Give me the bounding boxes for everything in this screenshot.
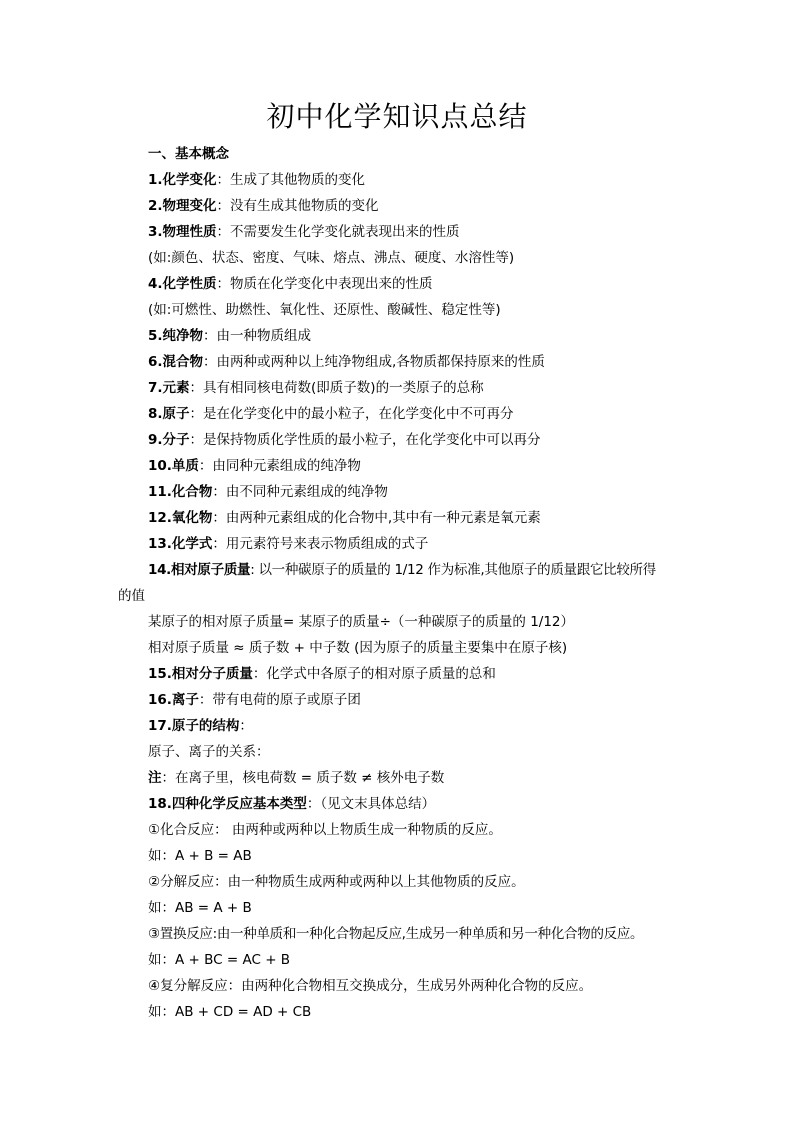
term-definition: : 以一种碳原子的质量的 1/12 作为标准,其他原子的质量跟它比较所得 <box>250 562 656 578</box>
term-definition: ：由两种或两种以上纯净物组成,各物质都保持原来的性质 <box>203 354 545 370</box>
text-line: 原子、离子的关系： <box>148 744 270 760</box>
term-label: 16.离子 <box>148 692 199 708</box>
text-line: 的值 <box>118 588 145 604</box>
term-definition: ：化学式中各原子的相对原子质量的总和 <box>252 666 496 682</box>
text-line: 如：A + B = AB <box>148 848 252 864</box>
text-line: (如:颜色、状态、密度、气味、熔点、沸点、硬度、水溶性等) <box>148 250 515 266</box>
text-line: 某原子的相对原子质量= 某原子的质量÷（一种碳原子的质量的 1/12） <box>148 614 575 630</box>
document-body <box>118 141 688 1025</box>
text-line <box>148 167 688 193</box>
text-line: ②分解反应：由一种物质生成两种或两种以上其他物质的反应。 <box>148 874 525 890</box>
text-line <box>148 271 688 297</box>
term-definition: ：由两种元素组成的化合物中,其中有一种元素是氧元素 <box>212 510 541 526</box>
text-line: 如：AB = A + B <box>148 900 252 916</box>
text-line <box>148 349 688 375</box>
term-definition: ：不需要发生化学变化就表现出来的性质 <box>216 224 460 240</box>
text-line <box>148 687 688 713</box>
section-heading: 一、基本概念 <box>148 146 229 162</box>
term-label: 8.原子 <box>148 406 190 422</box>
text-line <box>148 713 688 739</box>
term-label: 18.四种化学反应基本类型 <box>148 796 307 812</box>
term-label: 10.单质 <box>148 458 199 474</box>
term-label: 5.纯净物 <box>148 328 204 344</box>
term-definition: ：由不同种元素组成的纯净物 <box>212 484 388 500</box>
text-line: 相对原子质量 ≈ 质子数 + 中子数 (因为原子的质量主要集中在原子核) <box>148 640 568 656</box>
text-line <box>148 557 688 583</box>
text-line <box>148 453 688 479</box>
text-line: ③置换反应:由一种单质和一种化合物起反应,生成另一种单质和另一种化合物的反应。 <box>148 926 644 942</box>
text-line <box>148 401 688 427</box>
term-label: 13.化学式 <box>148 536 213 552</box>
page-title: 初中化学知识点总结 <box>266 100 528 133</box>
term-label: 2.物理变化 <box>148 198 217 214</box>
term-label: 15.相对分子质量 <box>148 666 253 682</box>
term-label: 14.相对原子质量 <box>148 562 251 578</box>
text-line <box>148 219 688 245</box>
term-definition: ：具有相同核电荷数(即质子数)的一类原子的总称 <box>189 380 484 396</box>
term-definition: ：是保持物质化学性质的最小粒子，在化学变化中可以再分 <box>189 432 541 448</box>
term-definition: ：物质在化学变化中表现出来的性质 <box>216 276 433 292</box>
text-line <box>148 505 688 531</box>
term-definition: ：由同种元素组成的纯净物 <box>198 458 361 474</box>
text-line <box>148 765 688 791</box>
text-line <box>148 791 688 817</box>
term-definition: ：没有生成其他物质的变化 <box>216 198 379 214</box>
term-definition: ：带有电荷的原子或原子团 <box>198 692 361 708</box>
text-line: 如：AB + CD = AD + CB <box>148 1004 312 1020</box>
term-definition: ： <box>239 718 253 734</box>
text-line: ①化合反应： 由两种或两种以上物质生成一种物质的反应。 <box>148 822 502 838</box>
term-label: 12.氧化物 <box>148 510 213 526</box>
text-line <box>148 427 688 453</box>
text-line: 如：A + BC = AC + B <box>148 952 291 968</box>
term-label: 7.元素 <box>148 380 190 396</box>
term-definition: ：由一种物质组成 <box>203 328 312 344</box>
text-line <box>148 531 688 557</box>
text-line <box>148 375 688 401</box>
term-label: 17.原子的结构 <box>148 718 240 734</box>
term-definition: ：生成了其他物质的变化 <box>216 172 366 188</box>
term-label: 4.化学性质 <box>148 276 217 292</box>
term-definition: ：是在化学变化中的最小粒子，在化学变化中不可再分 <box>189 406 514 422</box>
text-line <box>148 479 688 505</box>
text-line <box>148 193 688 219</box>
term-label: 1.化学变化 <box>148 172 217 188</box>
term-label: 9.分子 <box>148 432 190 448</box>
text-line <box>148 323 688 349</box>
term-definition: ：在离子里，核电荷数 = 质子数 ≠ 核外电子数 <box>161 770 445 786</box>
text-line <box>148 661 688 687</box>
term-label: 6.混合物 <box>148 354 204 370</box>
term-label: 注 <box>148 770 162 786</box>
term-definition: ：（见文末具体总结） <box>306 796 436 812</box>
term-definition: ：用元素符号来表示物质组成的式子 <box>212 536 429 552</box>
term-label: 11.化合物 <box>148 484 213 500</box>
term-label: 3.物理性质 <box>148 224 217 240</box>
text-line: ④复分解反应：由两种化合物相互交换成分，生成另外两种化合物的反应。 <box>148 978 593 994</box>
text-line: (如:可燃性、助燃性、氧化性、还原性、酸碱性、稳定性等) <box>148 302 501 318</box>
